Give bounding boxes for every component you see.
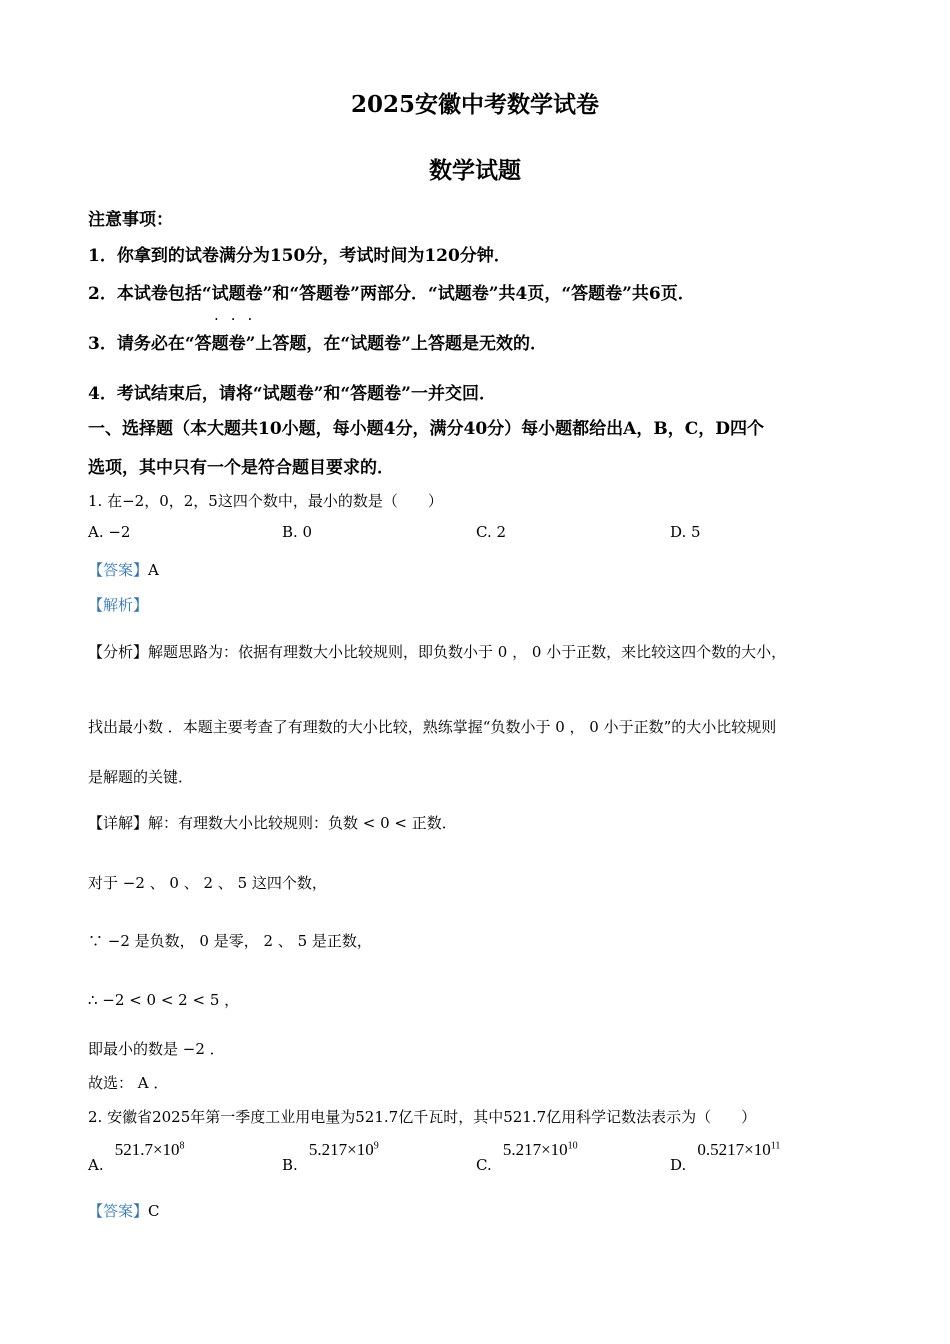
- q1-detail-line6: 故选： A ．: [88, 1074, 169, 1092]
- q1-detail-line4: ∴ −2 < 0 < 2 < 5 ，: [88, 991, 240, 1009]
- notice-item-2: 2．本试卷包括“试题卷”和“答题卷”两部分．“试题卷”共4页，“答题卷”共6页．: [88, 284, 695, 304]
- q1-detail-line2: 对于 −2 、 0 、 2 、 5 这四个数，: [88, 874, 327, 892]
- q1-fenxi-line3: 是解题的关键．: [88, 768, 194, 786]
- q2-option-a-base: 521.7×10: [114, 1140, 180, 1159]
- q2-option-d-expr: [697, 1140, 780, 1159]
- q2-option-c-base: 5.217×10: [502, 1140, 568, 1159]
- q2-option-d-exp: 11: [770, 1140, 781, 1152]
- q1-fenxi-line1-row: [88, 641, 786, 662]
- notice-item-3: 3．请务必在“答题卷”上答题，在“试题卷”上答题是无效的．: [88, 334, 547, 354]
- q2-option-c-exp: 10: [567, 1140, 578, 1152]
- q2-option-d: [670, 1140, 781, 1174]
- document-subtitle: 数学试题: [429, 157, 521, 184]
- q2-option-b-expr: [309, 1140, 379, 1159]
- q2-option-d-base: 0.5217×10: [697, 1140, 771, 1159]
- q1-answer-value: A: [148, 561, 159, 579]
- q1-fenxi-tag: 【分析】: [88, 643, 149, 661]
- notice-item-4: 4．考试结束后，请将“试题卷”和“答题卷”一并交回．: [88, 384, 496, 404]
- q2-option-a-expr: [115, 1140, 185, 1159]
- q2-option-b: [282, 1140, 379, 1174]
- q2-option-c: [476, 1140, 578, 1174]
- q1-detail-line1: 解：有理数大小比较规则：负数 < 0 < 正数．: [148, 814, 457, 832]
- q2-option-a: [88, 1140, 185, 1174]
- notice-heading: 注意事项：: [88, 210, 173, 230]
- q2-option-a-letter: A.: [88, 1156, 104, 1174]
- q1-answer-tag: 【答案】: [88, 561, 149, 579]
- q1-stem: 1. 在−2，0，2，5这四个数中，最小的数是（ ）: [88, 492, 443, 510]
- q1-detail-line5: 即最小的数是 −2 ．: [88, 1040, 225, 1058]
- q2-option-a-exp: 8: [179, 1140, 185, 1152]
- q2-option-c-expr: [503, 1140, 578, 1159]
- section1-heading-line1: 一、选择题（本大题共10小题，每小题4分，满分40分）每小题都给出A，B，C，D四个: [88, 419, 764, 439]
- q1-answer-line: [88, 559, 159, 580]
- q1-detail-tag: 【详解】: [88, 814, 149, 832]
- notice-item-1: 1．你拿到的试卷满分为150分，考试时间为120分钟．: [88, 246, 511, 266]
- section1-heading-line2: 选项，其中只有一个是符合题目要求的．: [88, 458, 394, 478]
- q2-option-b-letter: B.: [282, 1156, 298, 1174]
- q1-fenxi-line2: 找出最小数 ．本题主要考查了有理数的大小比较，熟练掌握“负数小于 0 ， 0 小于正数”的大小比较规则: [88, 718, 777, 736]
- q1-option-b: B. 0: [282, 523, 313, 541]
- q2-answer-line: [88, 1200, 160, 1221]
- q1-option-c: C. 2: [476, 523, 507, 541]
- q2-option-b-base: 5.217×10: [308, 1140, 374, 1159]
- q2-option-c-letter: C.: [476, 1156, 492, 1174]
- document-title: 2025安徽中考数学试卷: [350, 91, 599, 118]
- emphasis-dots: ...: [214, 306, 265, 324]
- q2-option-b-exp: 9: [373, 1140, 379, 1152]
- q2-answer-tag: 【答案】: [88, 1202, 149, 1220]
- q1-detail-line3: ∵ −2 是负数， 0 是零， 2 、 5 是正数，: [88, 932, 372, 950]
- q1-detail-line1-row: [88, 812, 457, 833]
- q1-analysis-tag: 【解析】: [88, 596, 149, 614]
- q1-fenxi-line1: 解题思路为：依据有理数大小比较规则，即负数小于 0 ， 0 小于正数，来比较这四个数的大小，: [148, 643, 787, 661]
- q2-option-d-letter: D.: [670, 1156, 687, 1174]
- q2-stem: 2. 安徽省2025年第一季度工业用电量为521.7亿千瓦时，其中521.7亿用科学记数法表示为（ ）: [88, 1108, 757, 1126]
- q1-option-d: D. 5: [670, 523, 701, 541]
- q1-option-a: A. −2: [88, 523, 131, 541]
- q2-answer-value: C: [148, 1202, 160, 1220]
